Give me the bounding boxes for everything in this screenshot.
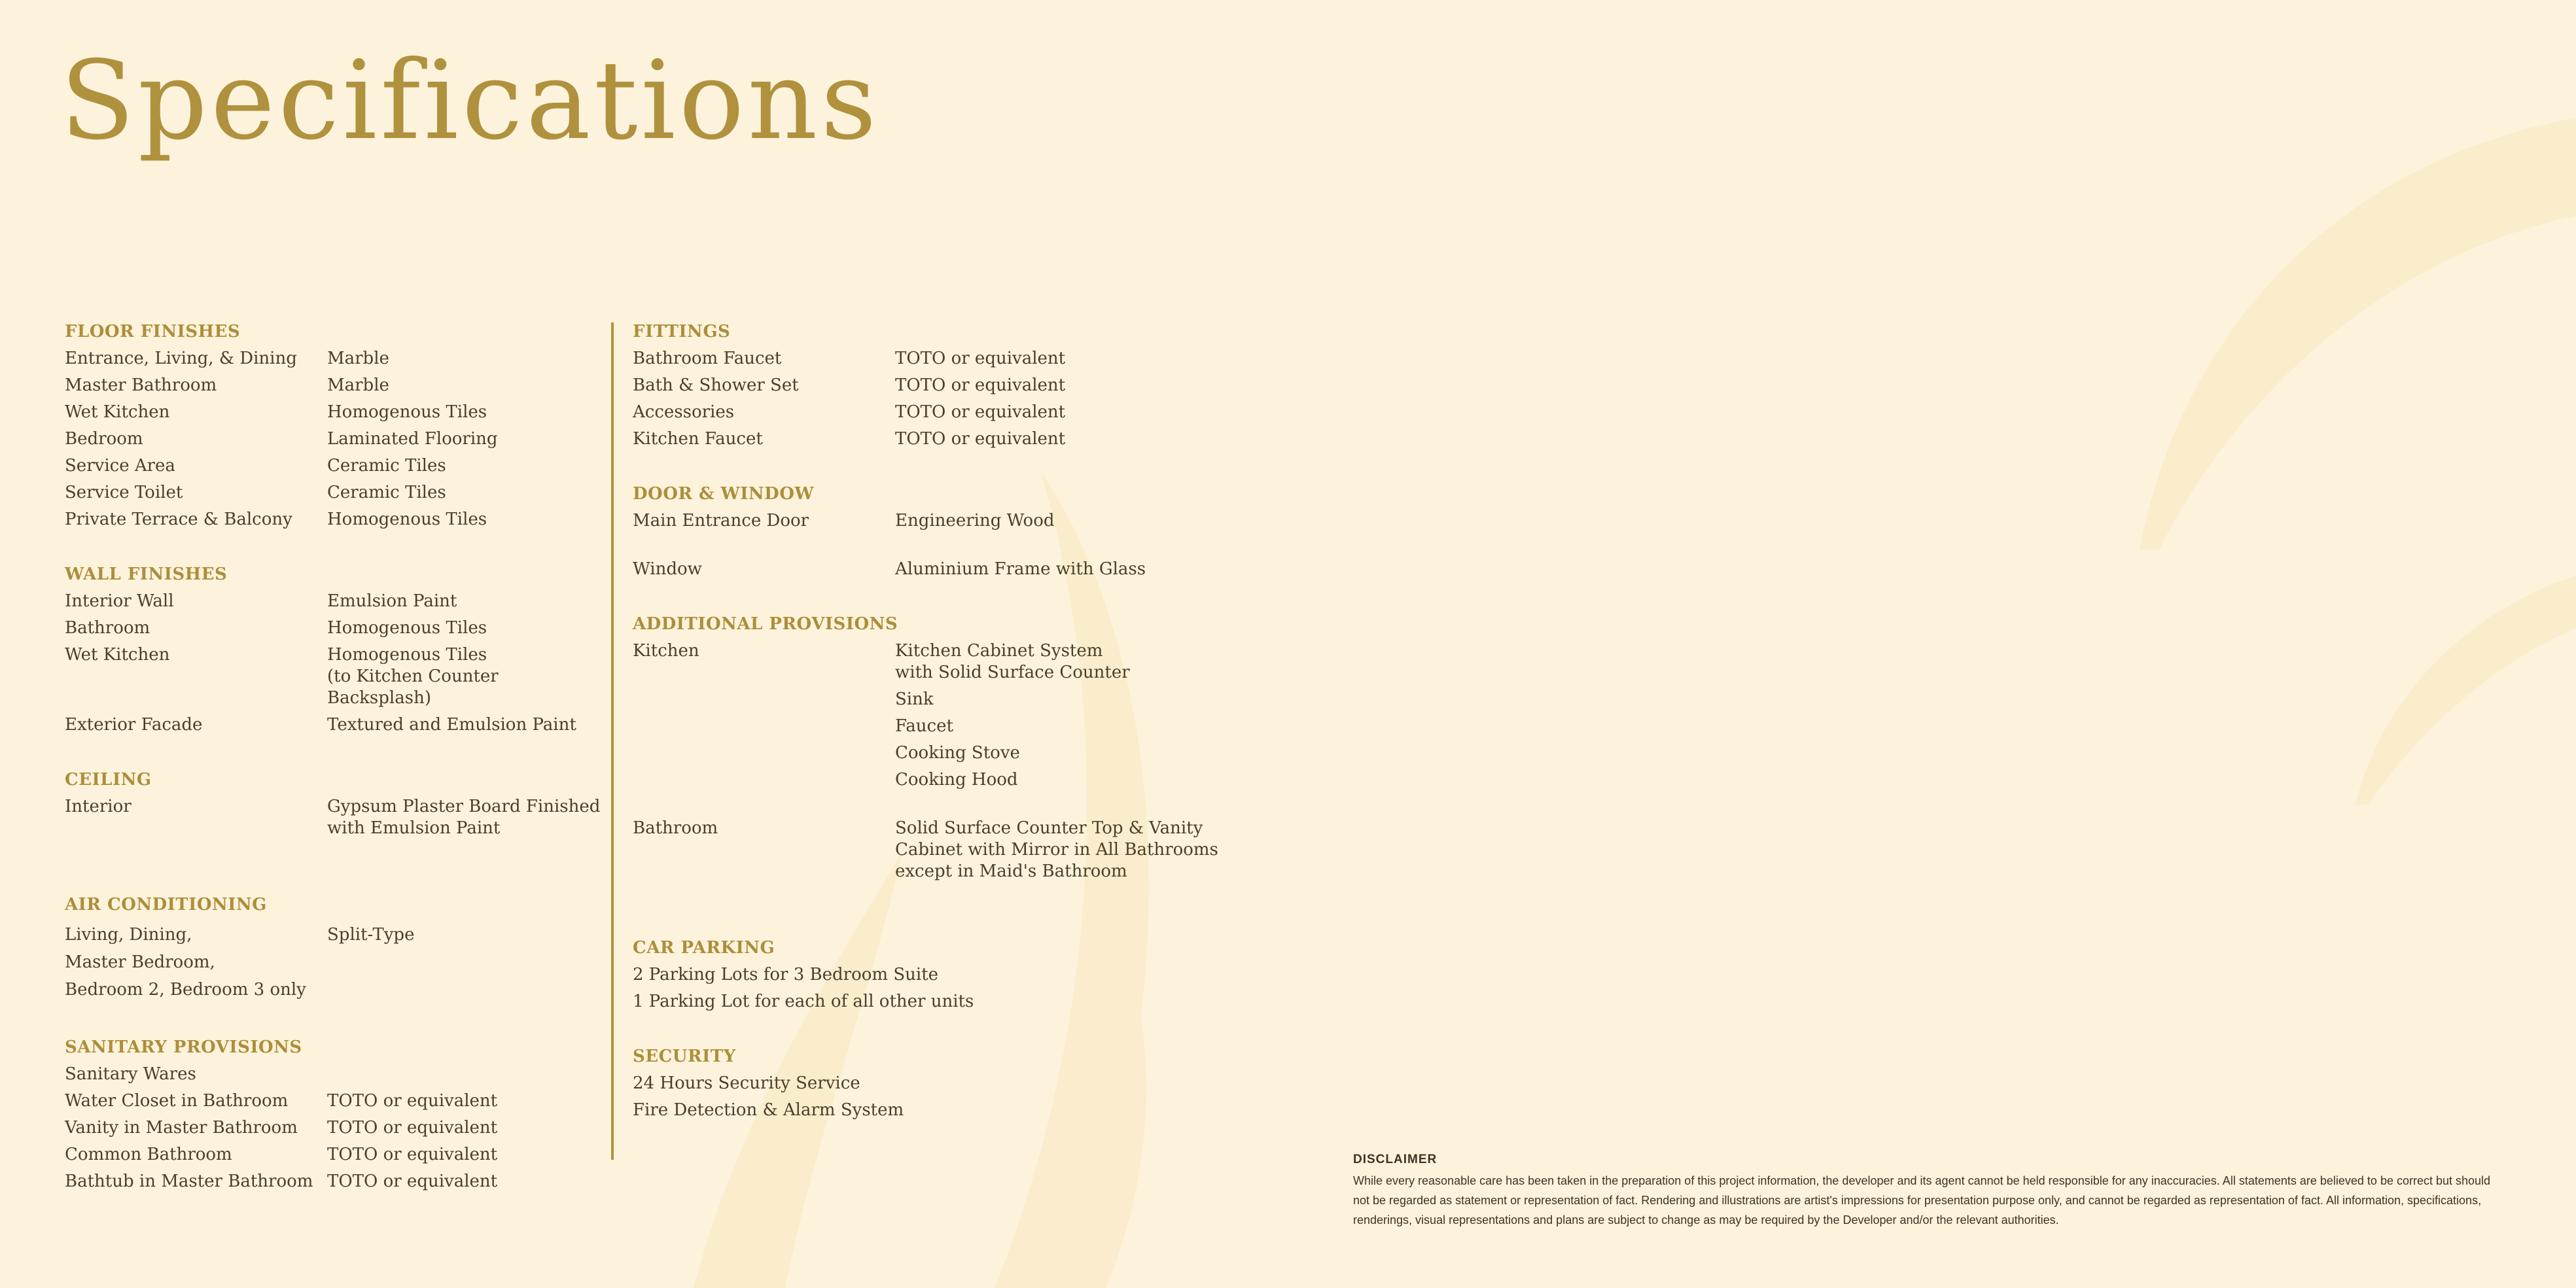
section-heading: SECURITY — [633, 1047, 736, 1066]
spec-row — [633, 638, 1222, 686]
section-heading: SANITARY PROVISIONS — [65, 1037, 302, 1057]
floor-finishes-section — [65, 318, 601, 533]
spec-item: Wet Kitchen — [65, 402, 170, 422]
spec-row — [65, 588, 601, 615]
spec-row — [65, 712, 601, 739]
spec-item: Water Closet in Bathroom — [65, 1091, 289, 1111]
spec-item: Living, Dining, Master Bedroom, Bedroom 2, Bedroom 3 only — [65, 925, 306, 1000]
spec-row — [65, 453, 601, 479]
spec-item: Accessories — [633, 402, 735, 422]
spec-value: TOTO or equivalent — [327, 1118, 498, 1138]
spec-item: Bath & Shower Set — [633, 375, 799, 395]
spec-item: Interior Wall — [65, 591, 174, 611]
section-heading: DOOR & WINDOW — [633, 484, 815, 504]
spec-value: Laminated Flooring — [327, 429, 498, 449]
leaf-shape-right-mid — [2355, 576, 2576, 805]
spec-item: Vanity in Master Bathroom — [65, 1118, 298, 1138]
spec-item: Kitchen — [633, 641, 699, 661]
spec-item: Common Bathroom — [65, 1145, 232, 1164]
disclaimer-heading: DISCLAIMER — [1353, 1153, 1438, 1166]
spec-value: Split-Type — [327, 925, 415, 945]
section-heading: ADDITIONAL PROVISIONS — [633, 614, 898, 634]
spec-row — [65, 793, 601, 842]
door-window-section — [633, 480, 1222, 583]
spec-row — [65, 479, 601, 506]
spec-row — [65, 642, 601, 712]
spec-row — [65, 1168, 601, 1195]
spec-row — [633, 767, 1222, 793]
spec-value: Faucet — [895, 716, 953, 736]
spec-row — [65, 506, 601, 533]
spec-item: Service Area — [65, 456, 175, 476]
spec-value: Engineering Wood — [895, 511, 1055, 531]
spec-row — [633, 426, 1222, 453]
spec-value: TOTO or equivalent — [895, 402, 1066, 422]
section-heading: CEILING — [65, 770, 152, 790]
spec-value: Homogenous Tiles — [327, 402, 487, 422]
fittings-section — [633, 318, 1222, 453]
list-item: 24 Hours Security Service — [633, 1073, 860, 1093]
spec-value: Homogenous Tiles — [327, 510, 487, 529]
spec-value: Ceramic Tiles — [327, 483, 446, 502]
spec-row — [65, 426, 601, 453]
spec-item: Service Toilet — [65, 483, 183, 502]
additional-provisions-section — [633, 610, 1222, 885]
column-divider — [611, 322, 614, 1160]
spec-item: Master Bathroom — [65, 375, 217, 395]
spec-item: Bathroom — [65, 618, 150, 638]
spec-value: Textured and Emulsion Paint — [327, 715, 576, 735]
page-title: Specifications — [60, 38, 880, 164]
spec-value: Kitchen Cabinet System with Solid Surface Counter — [895, 641, 1130, 682]
leaf-shape-right-top — [2140, 118, 2576, 549]
spec-item: Bathroom Faucet — [633, 349, 782, 368]
spec-value: Homogenous Tiles — [327, 618, 487, 638]
spec-value: Marble — [327, 349, 389, 368]
spec-row — [633, 556, 1222, 583]
wall-finishes-section — [65, 561, 601, 739]
spec-row — [65, 1115, 601, 1141]
spec-value: Cooking Hood — [895, 770, 1018, 790]
left-column — [65, 318, 601, 1223]
air-conditioning-section — [65, 891, 601, 1006]
sanitary-wares-label: Sanitary Wares — [65, 1064, 196, 1084]
spec-row — [633, 399, 1222, 426]
spec-value: TOTO or equivalent — [327, 1172, 498, 1191]
list-item: 2 Parking Lots for 3 Bedroom Suite — [633, 965, 939, 984]
spec-value: TOTO or equivalent — [327, 1145, 498, 1164]
spec-row — [65, 1141, 601, 1168]
spec-value: Solid Surface Counter Top & Vanity Cabinet with Mirror in All Bathrooms except in Maid's Bathroom — [895, 818, 1218, 881]
spec-item: Exterior Facade — [65, 715, 203, 735]
list-item: 1 Parking Lot for each of all other units — [633, 992, 974, 1011]
spec-item: Main Entrance Door — [633, 511, 809, 531]
sanitary-provisions-section — [65, 1034, 601, 1195]
spec-value: Homogenous Tiles (to Kitchen Counter Backsplash) — [327, 645, 499, 708]
middle-column — [633, 318, 1222, 1151]
spec-item: Bathroom — [633, 818, 718, 838]
spec-item: Bedroom — [65, 429, 143, 449]
list-item: Fire Detection & Alarm System — [633, 1100, 904, 1120]
spec-row — [65, 372, 601, 399]
spec-row — [633, 713, 1222, 740]
section-heading: WALL FINISHES — [65, 565, 228, 584]
spec-row — [65, 918, 601, 1006]
section-heading: AIR CONDITIONING — [65, 895, 267, 914]
spec-row — [65, 615, 601, 642]
spec-row — [633, 508, 1222, 534]
section-heading: FITTINGS — [633, 322, 731, 341]
spec-value: Emulsion Paint — [327, 591, 457, 611]
spec-row — [633, 815, 1222, 885]
spec-value: Cooking Stove — [895, 743, 1020, 763]
spec-item: Wet Kitchen — [65, 645, 170, 665]
spec-row — [633, 372, 1222, 399]
spec-item: Interior — [65, 797, 132, 816]
spec-row — [633, 686, 1222, 713]
spec-item: Window — [633, 559, 702, 579]
spec-value: TOTO or equivalent — [895, 429, 1066, 449]
spec-value: Marble — [327, 375, 389, 395]
spec-row — [65, 1088, 601, 1115]
car-parking-section — [633, 934, 1222, 1015]
spec-item: Kitchen Faucet — [633, 429, 763, 449]
spec-value: Gypsum Plaster Board Finished with Emulsion Paint — [327, 797, 601, 838]
spec-row — [65, 399, 601, 426]
spec-value: Aluminium Frame with Glass — [895, 559, 1146, 579]
spec-value: TOTO or equivalent — [327, 1091, 498, 1111]
section-heading: FLOOR FINISHES — [65, 322, 241, 341]
section-heading: CAR PARKING — [633, 938, 775, 958]
security-section — [633, 1043, 1222, 1124]
spec-value: TOTO or equivalent — [895, 375, 1066, 395]
spec-item: Bathtub in Master Bathroom — [65, 1172, 313, 1191]
disclaimer-text: While every reasonable care has been taken in the preparation of this project information, the developer and its agent cannot be held responsible for any inaccuracies. All statements are believed to be correct but should not be regarded as statement or representation of fact. Rendering and illustrations are artist's impressions for presentation purpose only, and cannot be regarded as representation of fact. All information, specifications, renderings, visual representations and plans are subject to change as may be required by the Developer and/or the relevant authorities. — [1353, 1174, 2491, 1227]
ceiling-section — [65, 766, 601, 842]
spec-item: Entrance, Living, & Dining — [65, 349, 297, 368]
spec-value: Sink — [895, 689, 934, 709]
spec-row — [633, 740, 1222, 767]
spec-item: Private Terrace & Balcony — [65, 510, 292, 529]
disclaimer — [1353, 1153, 2501, 1230]
spec-row — [65, 345, 601, 372]
spec-value: Ceramic Tiles — [327, 456, 446, 476]
spec-row — [633, 345, 1222, 372]
spec-value: TOTO or equivalent — [895, 349, 1066, 368]
